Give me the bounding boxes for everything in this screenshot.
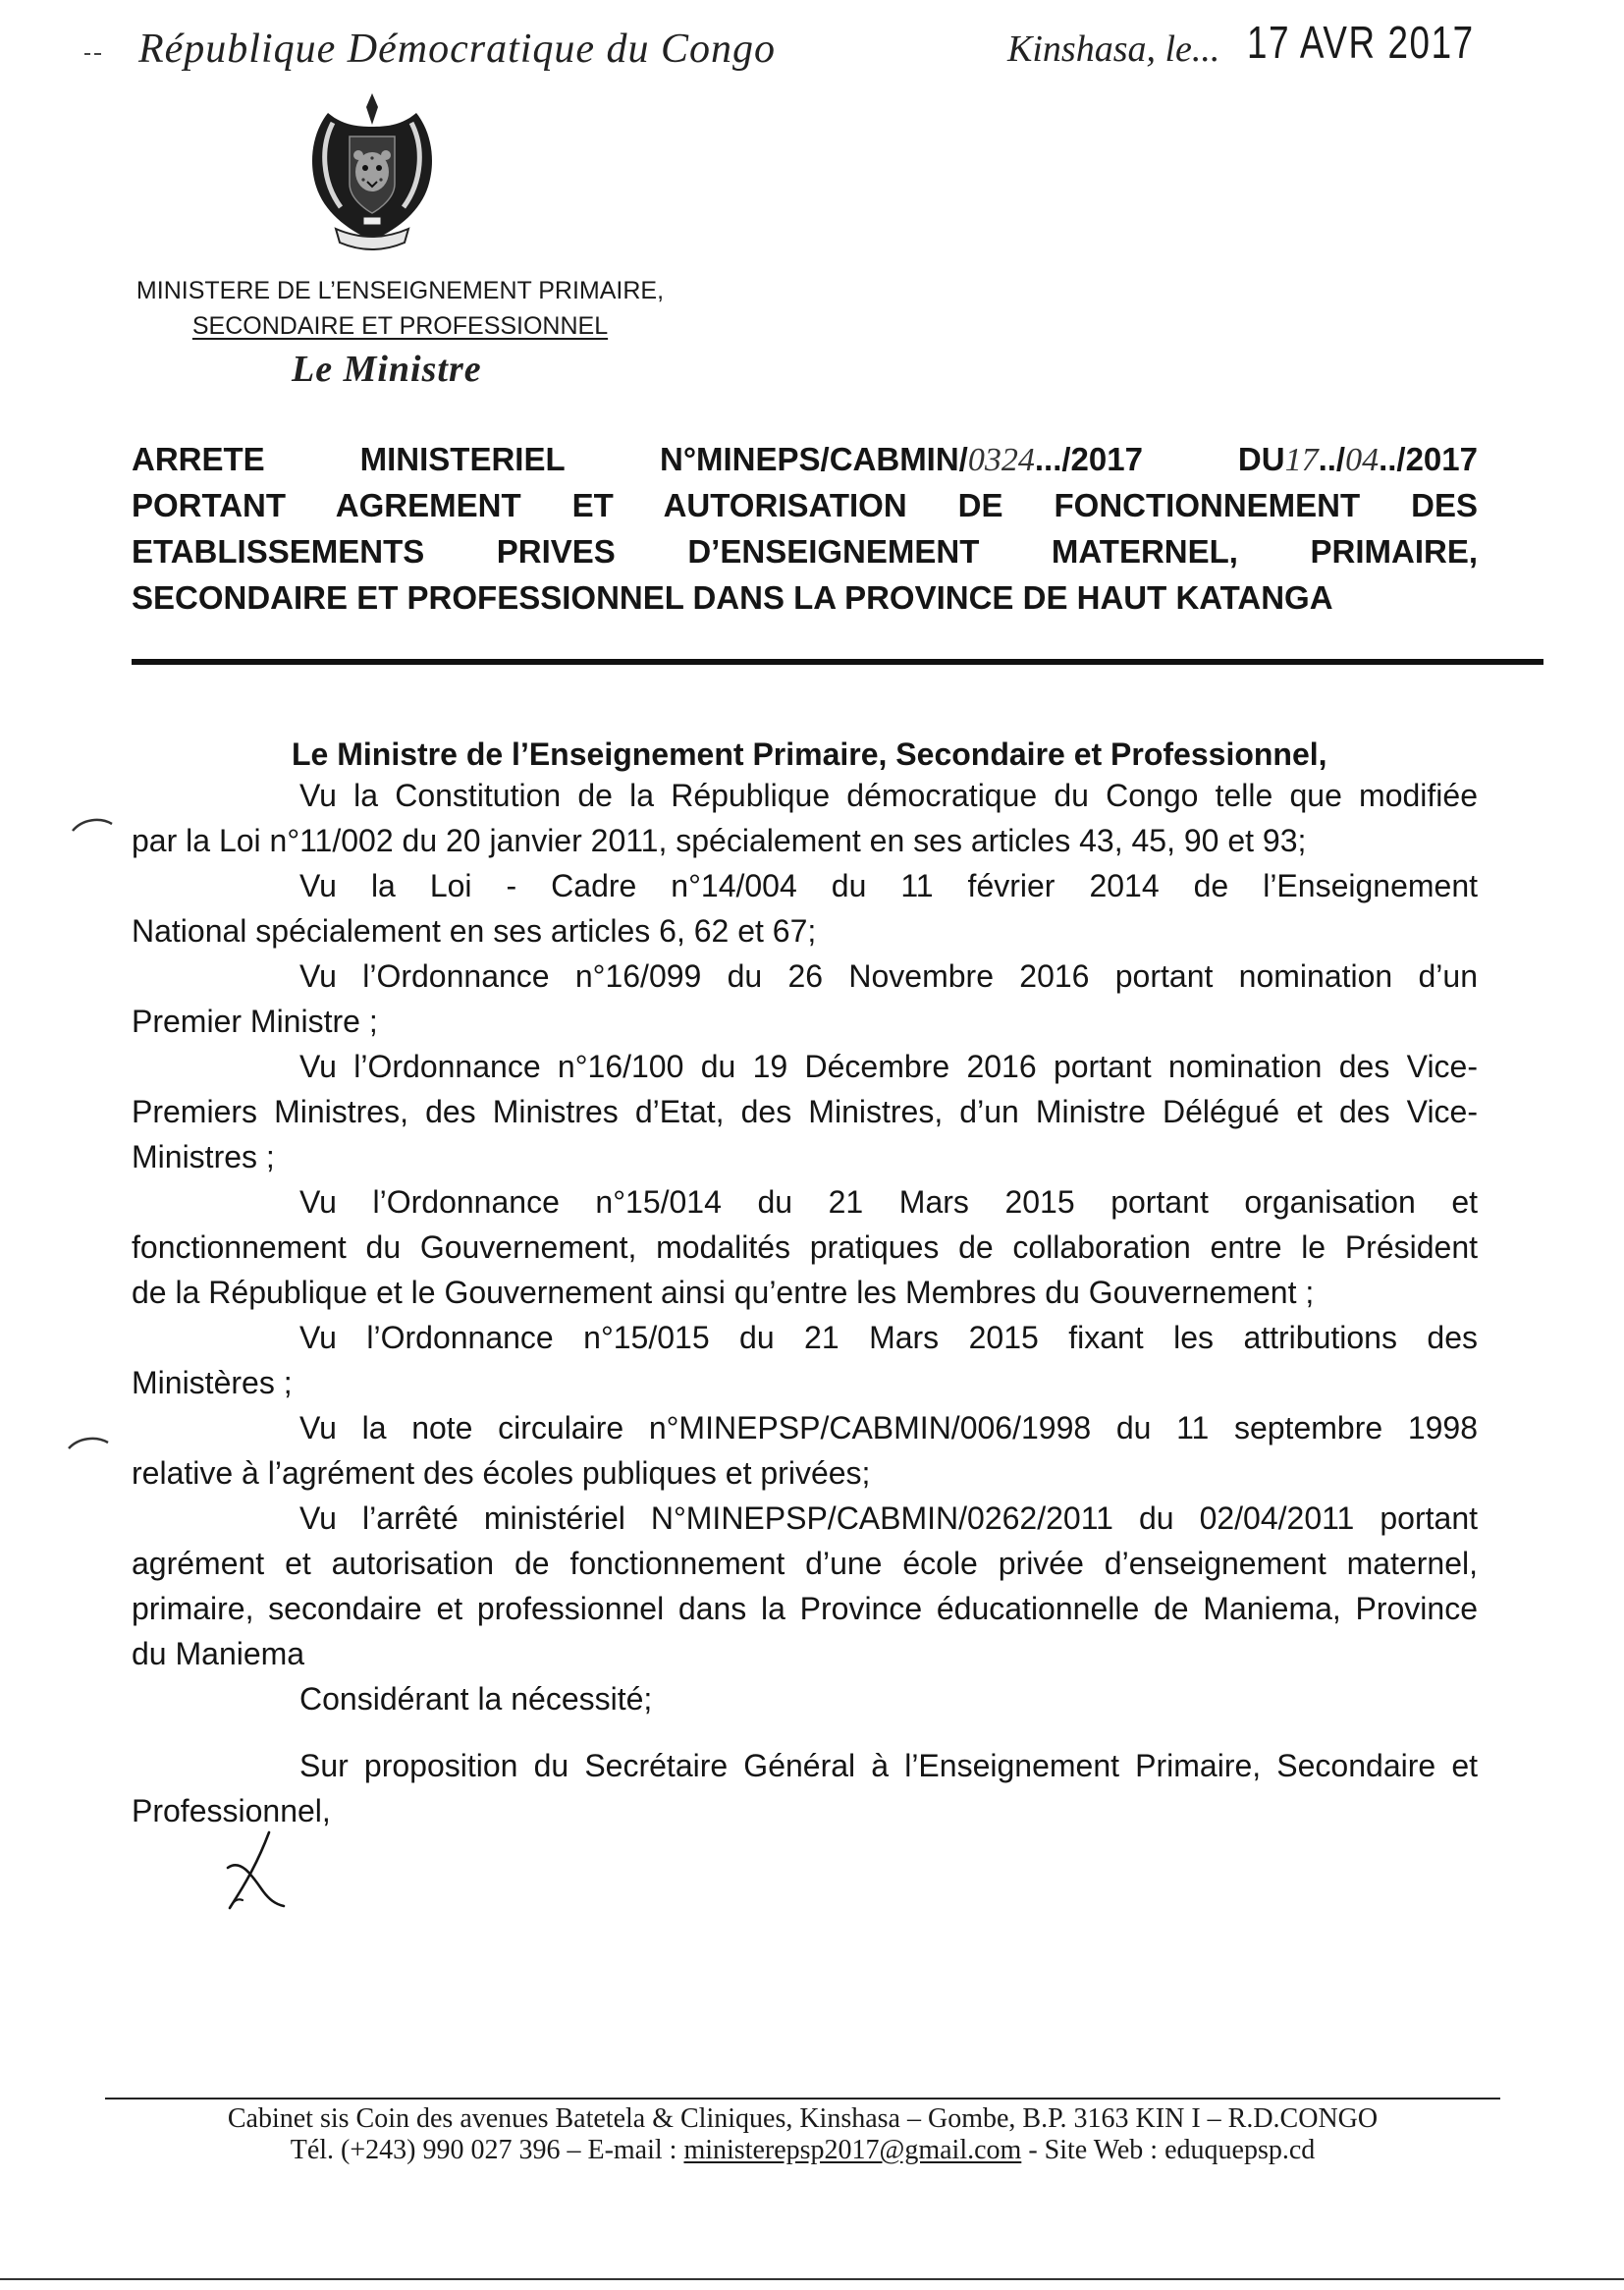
paragraph-ordonnance-15-015 <box>132 1315 1478 1405</box>
ministry-name <box>132 273 669 344</box>
footer-phone: Tél. (+243) 990 027 396 – E-mail : <box>290 2135 684 2165</box>
body-line: Vu l’Ordonnance n°15/014 du 21 Mars 2015 portant organisation et <box>299 1184 1478 1220</box>
footer-contact <box>105 2135 1500 2166</box>
reference-sep: ../ <box>1318 441 1346 477</box>
body-line: Vu l’Ordonnance n°15/015 du 21 Mars 2015 fixant les attributions des <box>299 1320 1478 1355</box>
body-line: Vu la note circulaire n°MINEPSP/CABMIN/006/1998 du 11 septembre 1998 <box>299 1410 1478 1445</box>
country-heading: République Démocratique du Congo <box>138 27 777 72</box>
body-line: Vu l’Ordonnance n°16/099 du 26 Novembre 2016 portant nomination d’un <box>299 958 1478 994</box>
footer-address: Cabinet sis Coin des avenues Batetela & Cliniques, Kinshasa – Gombe, B.P. 3163 KIN I – R.D.CONGO <box>227 2103 1379 2134</box>
body-line: Premier Ministre ; <box>132 1004 378 1039</box>
page-bottom-rule <box>0 2278 1624 2280</box>
paragraph-ordonnance-16-099 <box>132 954 1478 1044</box>
body-line: Considérant la nécessité; <box>299 1681 653 1717</box>
body-line: Sur proposition du Secrétaire Général à l’Enseignement Primaire, Secondaire et <box>299 1748 1478 1783</box>
paragraph-constitution <box>132 773 1478 863</box>
ministry-line-1: MINISTERE DE L’ENSEIGNEMENT PRIMAIRE, <box>135 277 665 304</box>
body-line: par la Loi n°11/002 du 20 janvier 2011, spécialement en ses articles 43, 45, 90 et 93; <box>132 823 1307 858</box>
handwritten-day: 17 <box>1284 442 1319 478</box>
paragraph-gap <box>132 1721 1478 1743</box>
body-line: du Maniema <box>132 1636 305 1671</box>
title-divider <box>132 659 1543 665</box>
handwritten-initial-paraph <box>224 1828 289 1911</box>
footer-website: - Site Web : eduquepsp.cd <box>1021 2135 1316 2165</box>
margin-mark <box>71 815 114 835</box>
scan-dash-mark <box>82 49 104 59</box>
body-line: Ministres ; <box>132 1139 275 1174</box>
paragraph-ordonnance-16-100 <box>132 1044 1478 1179</box>
reference-suffix: ../2017 <box>1379 441 1478 477</box>
body-line: Vu la Loi - Cadre n°14/004 du 11 février 2014 de l’Enseignement <box>299 868 1478 903</box>
body-line: Ministères ; <box>132 1365 293 1400</box>
spear-tip <box>366 93 378 125</box>
handwritten-number: 0324 <box>967 442 1035 478</box>
body-line: Premiers Ministres, des Ministres d’Etat, des Ministres, d’un Ministre Délégué et des Vice- <box>132 1094 1478 1129</box>
body-line: Vu l’Ordonnance n°16/100 du 19 Décembre 2016 portant nomination des Vice- <box>299 1049 1478 1084</box>
reference-prefix: ARRETE MINISTERIEL N°MINEPS/CABMIN/ <box>132 441 968 477</box>
body-line: primaire, secondaire et professionnel dans la Province éducationnelle de Maniema, Province <box>132 1591 1478 1626</box>
title-line: ETABLISSEMENTS PRIVES D’ENSEIGNEMENT MATERNEL, PRIMAIRE, <box>132 533 1478 570</box>
paragraph-note-circulaire <box>132 1405 1478 1496</box>
decree-title <box>132 436 1478 621</box>
place-date-prefix: Kinshasa, le... <box>1007 28 1220 70</box>
paragraph-ordonnance-15-014 <box>132 1179 1478 1315</box>
coat-of-arms-icon <box>306 93 438 255</box>
margin-mark <box>67 1433 110 1452</box>
document-body <box>132 773 1478 1833</box>
emblem-plate <box>363 217 381 225</box>
footer-divider <box>105 2098 1500 2099</box>
footer-email: ministerepsp2017@gmail.com <box>683 2135 1022 2165</box>
paragraph-loi-cadre <box>132 863 1478 954</box>
paragraph-considerant <box>132 1676 1478 1721</box>
body-line: Vu la Constitution de la République démocratique du Congo telle que modifiée <box>299 778 1478 813</box>
body-line: Vu l’arrêté ministériel N°MINEPSP/CABMIN/0262/2011 du 02/04/2011 portant <box>299 1500 1478 1536</box>
paragraph-arrete-2011 <box>132 1496 1478 1676</box>
body-line: de la République et le Gouvernement ainsi qu’entre les Membres du Gouvernement ; <box>132 1275 1315 1310</box>
reference-mid: .../2017 DU <box>1034 441 1285 477</box>
title-line: PORTANT AGREMENT ET AUTORISATION DE FONCTIONNEMENT DES <box>132 487 1478 523</box>
body-line: National spécialement en ses articles 6, 62 et 67; <box>132 913 817 949</box>
handwritten-month: 04 <box>1345 442 1380 478</box>
paragraph-proposition <box>132 1743 1478 1833</box>
footer <box>105 2103 1500 2166</box>
addressee: Le Ministre de l’Enseignement Primaire, Secondaire et Professionnel, <box>292 736 1327 772</box>
office-title: Le Ministre <box>292 349 482 390</box>
body-line: fonctionnement du Gouvernement, modalités pratiques de collaboration entre le Président <box>132 1229 1478 1265</box>
title-line: SECONDAIRE ET PROFESSIONNEL DANS LA PROVINCE DE HAUT KATANGA <box>132 579 1333 616</box>
decree-reference <box>132 436 1478 482</box>
body-line: relative à l’agrément des écoles publiques et privées; <box>132 1455 871 1491</box>
date-stamp: 17 AVR 2017 <box>1247 17 1475 68</box>
ministry-line-2: SECONDAIRE ET PROFESSIONNEL <box>191 312 609 340</box>
body-line: agrément et autorisation de fonctionnement d’une école privée d’enseignement maternel, <box>132 1546 1478 1581</box>
body-line: Professionnel, <box>132 1793 331 1828</box>
